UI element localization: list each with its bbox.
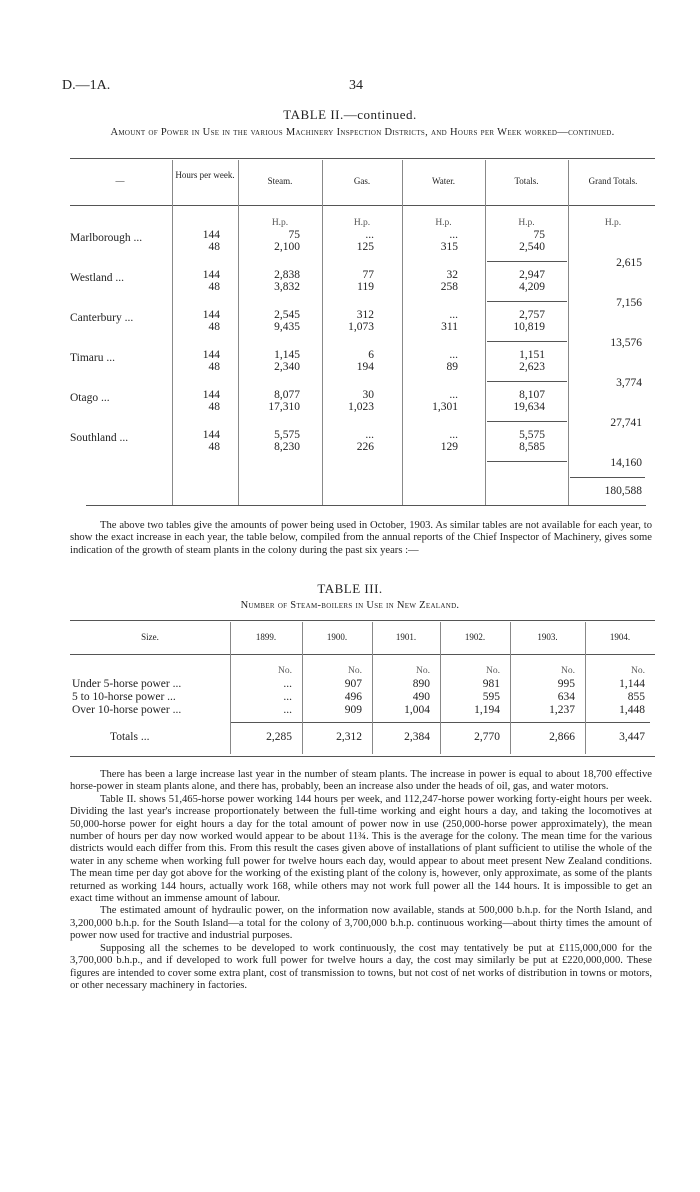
unit-label: H.p. bbox=[353, 218, 371, 228]
district-name: Marlborough ... bbox=[70, 232, 143, 244]
column-header: 1903. bbox=[537, 632, 558, 642]
table-rule bbox=[86, 505, 646, 506]
grand-total-value: 14,160 bbox=[610, 457, 642, 469]
hours-value: 48 bbox=[208, 441, 220, 453]
district-name: Otago ... bbox=[70, 392, 110, 404]
boiler-count: ... bbox=[283, 691, 292, 703]
column-header: 1904. bbox=[609, 632, 631, 642]
steam-value: 2,340 bbox=[274, 361, 300, 373]
paragraph-text: Supposing all the schemes to be developed to work continuously, the cost may tentatively be put at £115,000,000 for the 3,700,000 b.h.p., and if developed to work full power for twelve hours a day, the cost may similarly be put at £220,000,000. These figures are intended to cover some extra plant, cost of transmission to towns, but not cost of net works of distribution in towns or motors, or other necessary machinery in factories. bbox=[70, 942, 652, 991]
unit-label: H.p. bbox=[604, 218, 622, 228]
boiler-count: 1,144 bbox=[619, 678, 645, 690]
grand-total-value: 3,774 bbox=[616, 377, 642, 389]
size-label: Under 5-horse power ... bbox=[72, 678, 182, 690]
boiler-count: 1,194 bbox=[474, 704, 500, 716]
boiler-count: 981 bbox=[482, 678, 500, 690]
boiler-count: 995 bbox=[557, 678, 575, 690]
column-header: Steam. bbox=[267, 176, 293, 186]
gas-value: ... bbox=[365, 429, 374, 441]
steam-value: 75 bbox=[288, 229, 300, 241]
district-name: Canterbury ... bbox=[70, 312, 134, 324]
total-count: 2,770 bbox=[474, 731, 500, 743]
unit-label: No. bbox=[278, 666, 292, 676]
paragraph-text: The estimated amount of hydraulic power, on the information now available, stands at 500,000 b.h.p. for the North Island, and 3,200,000 b.h.p. for the South Island—a total for the colony of 3,700,000 b.h.p. continuous working—about thirty times the amount of power now used for tractive and industrial purposes. bbox=[70, 905, 652, 942]
gas-value: 1,023 bbox=[348, 401, 374, 413]
unit-label: H.p. bbox=[435, 218, 452, 228]
water-value: ... bbox=[449, 229, 458, 241]
paragraph-intro bbox=[70, 520, 652, 557]
paragraph-text: Table II. shows 51,465-horse power working 144 hours per week, and 112,247-horse power working forty-eight hours per week. Dividing the last year's increase proportionately between the full-time working and eight hours a day, and taking the locomotives at 50,000-horse power for eight hours a day for the total amount of power now in use (250,000-horse power approximately), the mean number of hours per day now worked would appear to be about 11¾. This is the average for the colony. The mean time for the various districts would each differ from this. From this result the cases given above of installations of plant sufficient to utilise the whole of the water in any scheme when working full power for twelve hours each day, would appear to about meet present New Zealand conditions. The mean time per day got above for the working of the existing plant of the colony is, however, only approximate, as some of the plants returned as working 144 hours, actually work 168, while others may not work full power all the 144 hours. It is impossible to get an exact time without an immense amount of labour. bbox=[70, 793, 652, 905]
water-value: ... bbox=[449, 389, 458, 401]
gas-value: 194 bbox=[356, 361, 374, 373]
gas-value: 312 bbox=[356, 309, 374, 321]
totals-value: 8,585 bbox=[519, 441, 545, 453]
gas-value: 1,073 bbox=[348, 321, 374, 333]
column-header: Grand Totals. bbox=[588, 176, 638, 186]
boiler-count: 855 bbox=[627, 691, 645, 703]
table-rule bbox=[70, 654, 655, 655]
steam-value: 2,838 bbox=[274, 269, 300, 281]
unit-label: H.p. bbox=[518, 218, 535, 228]
table2-title: TABLE II.—continued. bbox=[283, 107, 417, 122]
size-label: 5 to 10-horse power ... bbox=[72, 691, 176, 703]
body-text bbox=[70, 769, 652, 992]
total-count: 2,866 bbox=[549, 731, 575, 743]
hours-value: 144 bbox=[202, 429, 220, 441]
boiler-count: 496 bbox=[344, 691, 362, 703]
water-value: 311 bbox=[441, 321, 458, 333]
subtotal-rule bbox=[487, 261, 567, 262]
hours-value: 144 bbox=[202, 309, 220, 321]
boiler-count: ... bbox=[283, 678, 292, 690]
water-value: 1,301 bbox=[432, 401, 458, 413]
table-rule bbox=[70, 756, 655, 757]
water-value: 315 bbox=[440, 241, 458, 253]
water-value: ... bbox=[449, 429, 458, 441]
page-number: 34 bbox=[349, 78, 363, 93]
total-count: 2,312 bbox=[336, 731, 362, 743]
unit-label: No. bbox=[631, 666, 645, 676]
overall-grand-total: 180,588 bbox=[604, 485, 642, 497]
boiler-count: ... bbox=[283, 704, 292, 716]
table3-title: TABLE III. bbox=[317, 581, 383, 596]
district-name: Timaru ... bbox=[70, 352, 115, 364]
totals-value: 5,575 bbox=[519, 429, 545, 441]
boiler-count: 634 bbox=[557, 691, 575, 703]
hours-value: 48 bbox=[208, 281, 220, 293]
page-header bbox=[62, 78, 650, 98]
document-reference: D.—1A. bbox=[62, 78, 111, 93]
unit-label: No. bbox=[561, 666, 575, 676]
water-value: 129 bbox=[440, 441, 458, 453]
size-label: Over 10-horse power ... bbox=[72, 704, 182, 716]
column-header: Hours per week. bbox=[175, 170, 235, 180]
water-value: 89 bbox=[446, 361, 458, 373]
hours-value: 144 bbox=[202, 269, 220, 281]
boiler-count: 909 bbox=[344, 704, 362, 716]
subtotal-rule bbox=[487, 461, 567, 462]
totals-value: 75 bbox=[533, 229, 545, 241]
steam-value: 5,575 bbox=[274, 429, 300, 441]
steam-value: 9,435 bbox=[274, 321, 300, 333]
table3-subtitle: Number of Steam-boilers in Use in New Zealand. bbox=[240, 600, 460, 611]
boiler-count: 490 bbox=[412, 691, 430, 703]
steam-value: 8,077 bbox=[274, 389, 300, 401]
totals-label: Totals ... bbox=[110, 731, 150, 743]
boiler-count: 890 bbox=[412, 678, 430, 690]
table-rule bbox=[70, 158, 655, 159]
boiler-count: 1,004 bbox=[404, 704, 430, 716]
totals-value: 2,757 bbox=[519, 309, 545, 321]
grand-total-value: 13,576 bbox=[610, 337, 642, 349]
hours-value: 48 bbox=[208, 321, 220, 333]
totals-value: 8,107 bbox=[519, 389, 545, 401]
steam-value: 2,545 bbox=[274, 309, 300, 321]
water-value: ... bbox=[449, 309, 458, 321]
totals-value: 19,634 bbox=[513, 401, 545, 413]
subtotal-rule bbox=[487, 341, 567, 342]
unit-label: No. bbox=[348, 666, 362, 676]
total-count: 3,447 bbox=[619, 731, 645, 743]
totals-value: 10,819 bbox=[513, 321, 545, 333]
water-value: ... bbox=[449, 349, 458, 361]
grand-total-value: 2,615 bbox=[616, 257, 642, 269]
unit-label: No. bbox=[486, 666, 500, 676]
boiler-count: 907 bbox=[344, 678, 362, 690]
paragraph-text: There has been a large increase last year in the number of steam plants. The increase in power is equal to about 18,700 effective horse-power in steam plants alone, and there has, probably, been an increase also under the heads of oil, gas, and water motors. bbox=[70, 769, 652, 793]
water-value: 32 bbox=[446, 269, 458, 281]
column-header: Totals. bbox=[514, 176, 539, 186]
column-header: 1899. bbox=[255, 632, 277, 642]
totals-value: 4,209 bbox=[519, 281, 545, 293]
steam-value: 3,832 bbox=[274, 281, 300, 293]
gas-value: ... bbox=[365, 229, 374, 241]
paragraph-text: The above two tables give the amounts of power being used in October, 1903. As similar tables are not available for each year, to show the exact increase in each year, the table below, compiled from the annual reports of the Chief Inspector of Machinery, gives some indication of the growth of steam plants in the colony during the past six years :— bbox=[70, 520, 652, 556]
steam-value: 17,310 bbox=[268, 401, 300, 413]
unit-label: H.p. bbox=[271, 218, 289, 228]
gas-value: 226 bbox=[356, 441, 374, 453]
total-count: 2,384 bbox=[404, 731, 430, 743]
gas-value: 119 bbox=[357, 281, 374, 293]
boiler-count: 1,448 bbox=[619, 704, 645, 716]
table2-subtitle: Amount of Power in Use in the various Machinery Inspection Districts, and Hours per Week worked—continued. bbox=[110, 127, 615, 138]
grand-total-rule bbox=[570, 477, 645, 478]
boiler-count: 1,237 bbox=[549, 704, 575, 716]
totals-value: 2,947 bbox=[519, 269, 545, 281]
subtotal-rule bbox=[487, 421, 567, 422]
total-count: 2,285 bbox=[266, 731, 292, 743]
unit-label: No. bbox=[416, 666, 430, 676]
column-header: 1902. bbox=[464, 632, 486, 642]
grand-total-value: 7,156 bbox=[616, 297, 642, 309]
grand-total-value: 27,741 bbox=[610, 417, 642, 429]
column-header: Gas. bbox=[353, 176, 371, 186]
hours-value: 144 bbox=[202, 229, 220, 241]
hours-value: 48 bbox=[208, 361, 220, 373]
column-header: Water. bbox=[431, 176, 455, 186]
hours-value: 48 bbox=[208, 241, 220, 253]
gas-value: 125 bbox=[356, 241, 374, 253]
totals-value: 1,151 bbox=[519, 349, 545, 361]
column-header: Size. bbox=[141, 632, 159, 642]
gas-value: 77 bbox=[362, 269, 374, 281]
district-name: Southland ... bbox=[70, 432, 129, 444]
steam-value: 1,145 bbox=[274, 349, 300, 361]
column-divider bbox=[568, 160, 569, 505]
column-header: 1901. bbox=[395, 632, 417, 642]
water-value: 258 bbox=[440, 281, 458, 293]
gas-value: 30 bbox=[362, 389, 374, 401]
gas-value: 6 bbox=[368, 349, 374, 361]
hours-value: 144 bbox=[202, 349, 220, 361]
column-header: — bbox=[115, 176, 125, 186]
hours-value: 48 bbox=[208, 401, 220, 413]
steam-value: 8,230 bbox=[274, 441, 300, 453]
district-name: Westland ... bbox=[70, 272, 125, 284]
hours-value: 144 bbox=[202, 389, 220, 401]
boiler-count: 595 bbox=[482, 691, 500, 703]
steam-value: 2,100 bbox=[274, 241, 300, 253]
totals-value: 2,540 bbox=[519, 241, 545, 253]
table-rule bbox=[70, 620, 655, 621]
column-header: 1900. bbox=[326, 632, 348, 642]
subtotal-rule bbox=[487, 301, 567, 302]
subtotal-rule bbox=[487, 381, 567, 382]
totals-value: 2,623 bbox=[519, 361, 545, 373]
